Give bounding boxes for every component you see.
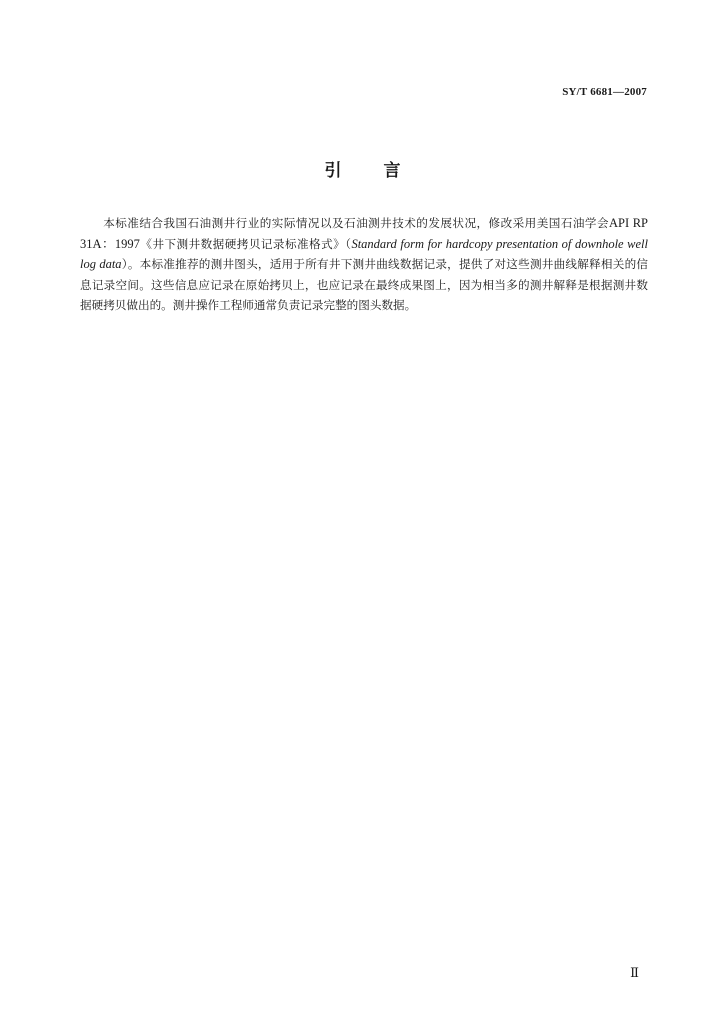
intro-paragraph [80,213,648,316]
page-number: Ⅱ [630,965,639,980]
section-title: 引言 [324,161,443,181]
intro-text-part-2: 《井下测井数据硬拷贝记录标准格式》（ [139,236,352,251]
english-title: Standard form for hardcopy presentation of downhole well log data [80,236,648,271]
standard-number: SY/T 6681—2007 [562,86,647,98]
intro-text-part-3: ）。本标准推荐的测井图头，适用于所有井下测井曲线数据记录，提供了对这些测井曲线解释相关的信息记录空间。这些信息应记录在原始拷贝上，也应记录在最终成果图上，因为相当多的测井解释是根据测井数据硬拷贝做出的。测井操作工程师通常负责记录完整的图头数据。 [80,257,648,312]
intro-text-part-1: 本标准结合我国石油测井行业的实际情况以及石油测井技术的发展状况，修改采用美国石油学会 [103,216,609,230]
referenced-standard: API RP 31A：1997 [80,216,648,251]
